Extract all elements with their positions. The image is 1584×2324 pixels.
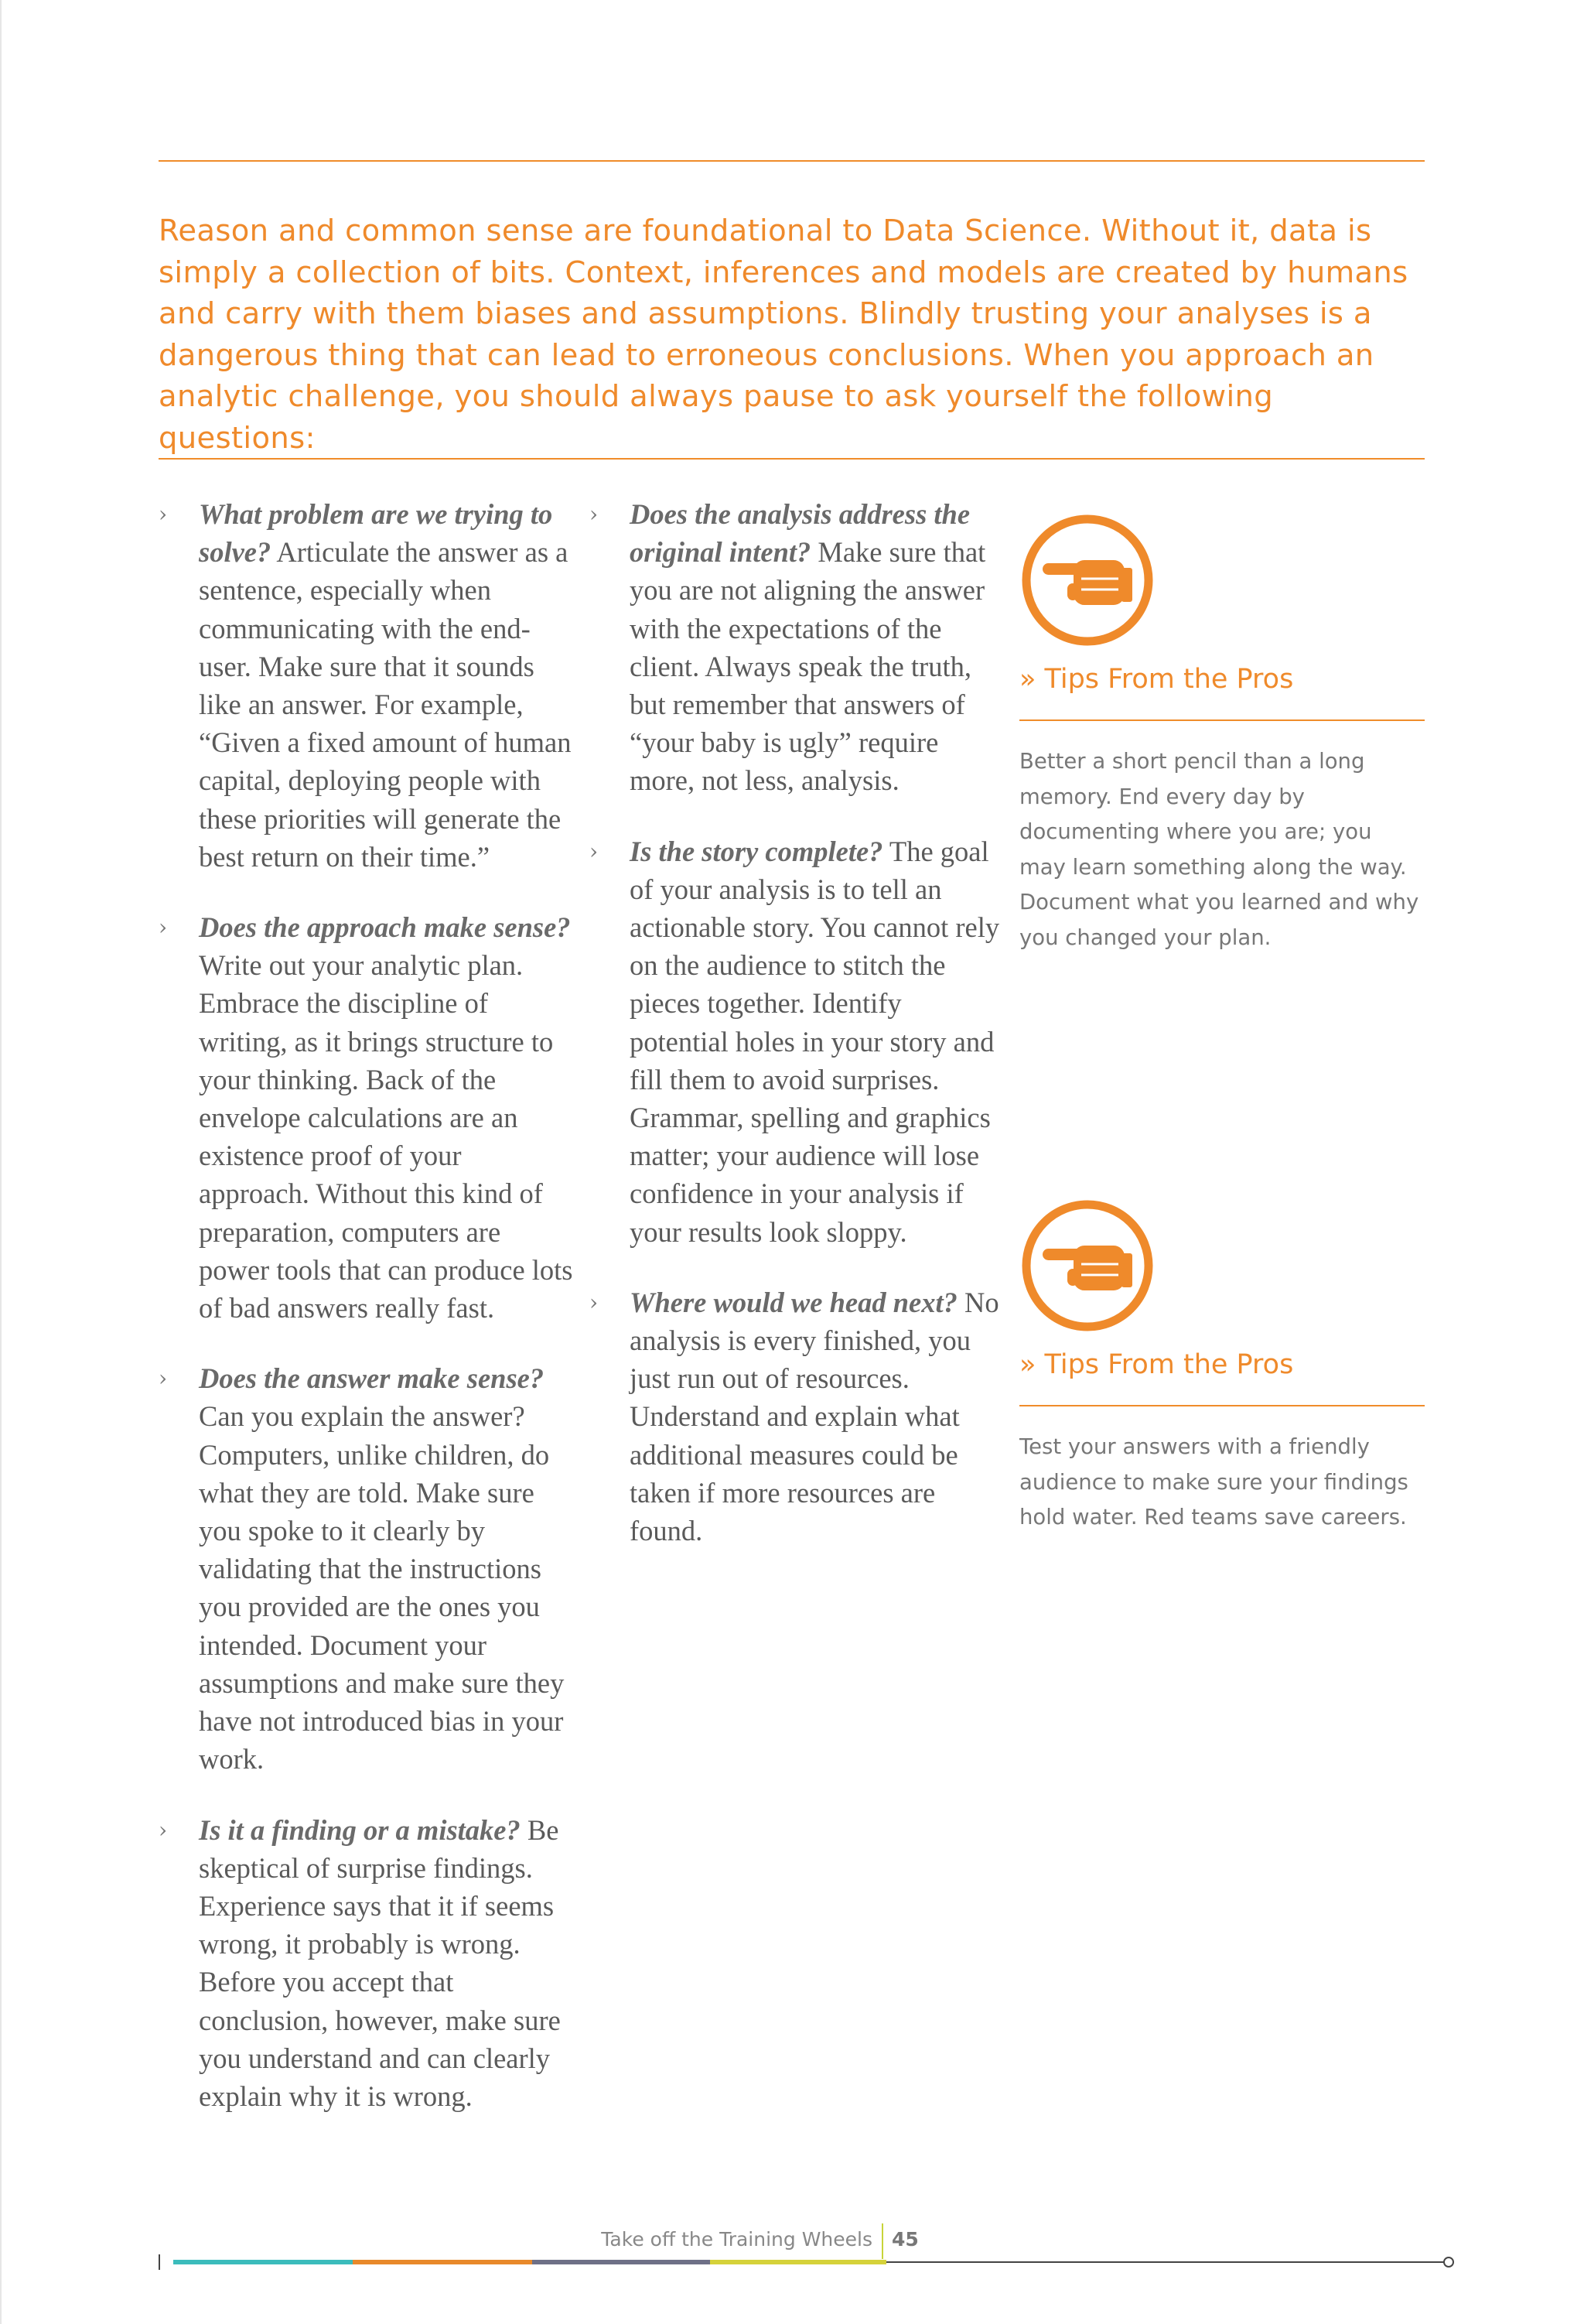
question-answer: Make sure that you are not aligning the answer with the expectations of the client. Always speak the truth, but remember that answers of “your baby is ugly” require more, not less, analysis. [630,536,986,797]
bullet-marker: › [159,501,168,527]
top-divider [159,160,1425,162]
question-heading: What problem are we trying to solve? [199,498,553,569]
question-item [589,1283,1007,1550]
question-answer: No analysis is every finished, you just run out of resources. Understand and explain what additional measures could be taken if more resources are found. [630,1286,999,1547]
page-number: 45 [892,2228,919,2251]
tips-text: Better a short pencil than a long memory. End every day by documenting where you are; you may learn something along the way. Document what you learned and why you changed your plan. [1019,749,1419,950]
questions-column-1 [159,495,576,2148]
footer-bar-segment [353,2260,532,2264]
footer-section-label: Take off the Training Wheels [601,2228,872,2251]
question-heading: Does the approach make sense? [199,911,571,944]
footer-bar-segment [173,2260,353,2264]
question-answer: Write out your analytic plan. Embrace the discipline of writing, as it brings structure to your thinking. Back of the envelope calculations are an existence proof of your approach. Without this kind of preparation, computers are power tools that can produce lots of bad answers really fast. [199,949,573,1324]
footer-separator [882,2223,883,2259]
question-item [159,1359,576,1778]
question-heading: Is it a finding or a mistake? [199,1813,521,1846]
question-answer: Can you explain the answer? Computers, unlike children, do what they are told. Make sure you spoke to it clearly by validating that the instructions you provided are the ones you intended. Document your assumptions and make sure they have not introduced bias in your work. [199,1400,565,1775]
bullet-marker: › [159,1365,168,1392]
pointing-hand-icon [1019,1198,1156,1334]
intro-paragraph: Reason and common sense are foundational to Data Science. Without it, data is simply a collection of bits. Context, inferences and models are created by humans and carry with them biases and assumptions. Blindly trusting your analyses is a dangerous thing that can lead to erroneous conclusions. When you approach an analytic challenge, you should always pause to ask yourself the following questions: [159,214,1408,456]
bullet-marker: › [589,1289,599,1315]
footer-line [886,2261,1445,2263]
question-answer: The goal of your analysis is to tell an actionable story. You cannot rely on the audience to stitch the pieces together. Identify potential holes in your story and fill them to avoid surprises. Grammar, spelling and graphics matter; your audience will lose confidence in your analysis if your results look sloppy. [630,835,1000,1248]
pointing-hand-icon [1019,512,1156,648]
tips-divider [1019,1405,1425,1406]
questions-column-2 [589,495,1007,1582]
question-heading: Does the analysis address the original intent? [630,498,971,569]
question-answer: Articulate the answer as a sentence, especially when communicating with the end-user. Make sure that it sounds like an answer. For example, “Given a fixed amount of human capital, deploying people with these priorities will generate the best return on their time.” [199,536,572,873]
page-edge [0,0,2,2324]
question-item [159,908,576,1327]
tips-title: » Tips From the Pros [1019,1349,1294,1380]
question-item [159,1811,576,2116]
bullet-marker: › [159,914,168,941]
question-answer: Be skeptical of surprise findings. Experience says that it if seems wrong, it probably is wrong. Before you accept that conclusion, however, make sure you understand and can clearly explain why it is wrong. [199,1813,561,2112]
tips-text: Test your answers with a friendly audience to make sure your findings hold water. Red teams save careers. [1019,1434,1408,1529]
question-item [159,495,576,876]
question-heading: Is the story complete? [630,835,883,867]
bullet-marker: › [589,501,599,527]
bullet-marker: › [589,838,599,864]
question-item [589,832,1007,1251]
question-heading: Does the answer make sense? [199,1362,544,1395]
tips-title: » Tips From the Pros [1019,664,1294,695]
intro-divider [159,458,1425,460]
footer-bar-segment [710,2260,886,2264]
tips-divider [1019,719,1425,721]
bullet-marker: › [159,1816,168,1843]
footer-bar-end [1443,2257,1454,2268]
question-heading: Where would we head next? [630,1286,958,1318]
footer-bar-segment [532,2260,710,2264]
footer-bar-start [159,2254,160,2270]
question-item [589,495,1007,800]
